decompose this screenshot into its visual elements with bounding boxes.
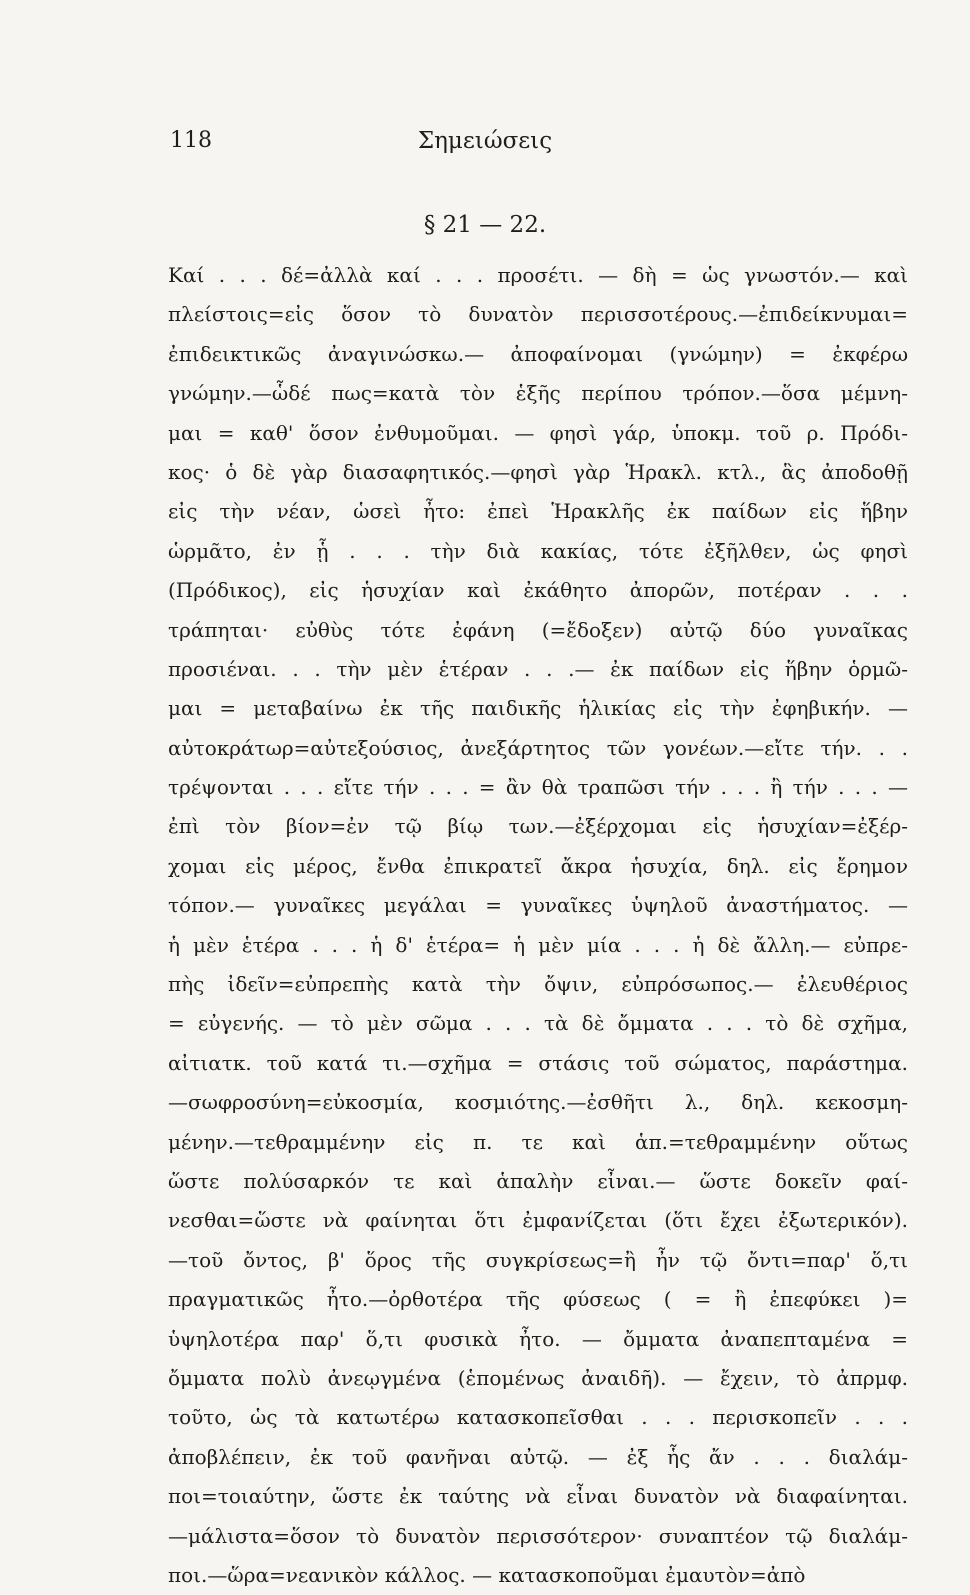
text-line: ἡ μὲν ἑτέρα . . . ἡ δ' ἑτέρα= ἡ μὲν μία . . . ἡ δὲ ἄλλη.— εὐπρε- <box>168 932 908 957</box>
text-line: = εὐγενής. — τὸ μὲν σῶμα . . . τὰ δὲ ὄμματα . . . τὸ δὲ σχῆμα, <box>168 1011 908 1036</box>
text-line: —μάλιστα=ὅσον τὸ δυνατὸν περισσότερον· συναπτέον τῷ διαλάμ- <box>168 1523 908 1548</box>
text-line: προσιέναι. . . τὴν μὲν ἑτέραν . . .— ἐκ παίδων εἰς ἥβην ὁρμῶ- <box>168 656 908 681</box>
section-heading: § 21 — 22. <box>423 212 547 238</box>
text-line: μένην.—τεθραμμένην εἰς π. τε καὶ ἁπ.=τεθραμμένην οὕτως <box>168 1129 908 1154</box>
text-line: τοῦτο, ὡς τὰ κατωτέρω κατασκοπεῖσθαι . . . περισκοπεῖν . . . <box>168 1405 908 1430</box>
text-line: αὐτοκράτωρ=αὐτεξούσιος, ἀνεξάρτητος τῶν γονέων.—εἴτε τήν. . . <box>168 735 908 760</box>
text-line: ποι=τοιαύτην, ὥστε ἐκ ταύτης νὰ εἶναι δυνατὸν νὰ διαφαίνηται. <box>168 1484 908 1509</box>
text-line: γνώμην.—ὧδέ πως=κατὰ τὸν ἑξῆς περίπου τρόπον.—ὅσα μέμνη- <box>168 381 908 406</box>
text-line: ὑψηλοτέρα παρ' ὅ,τι φυσικὰ ἦτο. — ὄμματα ἀναπεπταμένα = <box>168 1326 908 1351</box>
text-line: μαι = καθ' ὅσον ἐνθυμοῦμαι. — φησὶ γάρ, ὑποκμ. τοῦ ρ. Πρόδι- <box>168 420 908 445</box>
text-line: Καί . . . δέ=ἀλλὰ καί . . . προσέτι. — δὴ = ὡς γνωστόν.— καὶ <box>168 263 908 287</box>
text-line: αἰτιατκ. τοῦ κατά τι.—σχῆμα = στάσις τοῦ σώματος, παράστημα. <box>168 1050 908 1075</box>
text-line: εἰς τὴν νέαν, ὡσεὶ ἦτο: ἐπεὶ Ἡρακλῆς ἐκ παίδων εἰς ἥβην <box>168 499 908 524</box>
text-line: ὥστε πολύσαρκόν τε καὶ ἁπαλὴν εἶναι.— ὥστε δοκεῖν φαί- <box>168 1168 908 1193</box>
text-line: πὴς ἰδεῖν=εὐπρεπὴς κατὰ τὴν ὄψιν, εὐπρόσωπος.— ἐλευθέριος <box>168 972 908 997</box>
notes-body <box>168 256 908 1595</box>
text-line: ἀποβλέπειν, ἐκ τοῦ φανῆναι αὐτῷ. — ἐξ ἧς ἄν . . . διαλάμ- <box>168 1444 908 1469</box>
text-line: —τοῦ ὄντος, β' ὅρος τῆς συγκρίσεως=ἢ ἦν τῷ ὄντι=παρ' ὅ,τι <box>168 1247 908 1272</box>
page-number: 118 <box>170 128 212 153</box>
text-line: χομαι εἰς μέρος, ἔνθα ἐπικρατεῖ ἄκρα ἡσυχία, δηλ. εἰς ἔρημον <box>168 853 908 878</box>
text-line: —σωφροσύνη=εὐκοσμία, κοσμιότης.—ἐσθῆτι λ., δηλ. κεκοσμη- <box>168 1090 908 1115</box>
text-line: πραγματικῶς ἦτο.—ὀρθοτέρα τῆς φύσεως ( = ἢ ἐπεφύκει )= <box>168 1287 908 1312</box>
text-line: τράπηται· εὐθὺς τότε ἐφάνη (=ἔδοξεν) αὐτῷ δύο γυναῖκας <box>168 617 908 642</box>
text-line: ὡρμᾶτο, ἐν ᾗ . . . τὴν διὰ κακίας, τότε ἐξῆλθεν, ὡς φησὶ <box>168 538 908 563</box>
text-line: τρέψονται . . . εἴτε τήν . . . = ἂν θὰ τραπῶσι τήν . . . ἢ τήν . . . — <box>168 775 908 800</box>
text-line: ὄμματα πολὺ ἀνεῳγμένα (ἑπομένως ἀναιδῆ). — ἔχειν, τὸ ἀπρμφ. <box>168 1365 908 1390</box>
running-title: Σημειώσεις <box>417 128 553 154</box>
text-line: ἐπιδεικτικῶς ἀναγινώσκω.— ἀποφαίνομαι (γνώμην) = ἐκφέρω <box>168 341 908 366</box>
text-line: τόπον.— γυναῖκες μεγάλαι = γυναῖκες ὑψηλοῦ ἀναστήματος. — <box>168 893 908 918</box>
text-line: νεσθαι=ὥστε νὰ φαίνηται ὅτι ἐμφανίζεται (ὅτι ἔχει ἐξωτερικόν). <box>168 1208 908 1233</box>
text-line: ἐπὶ τὸν βίον=ἐν τῷ βίῳ των.—ἐξέρχομαι εἰς ἡσυχίαν=ἐξέρ- <box>168 814 908 839</box>
text-line: πλείστοις=εἰς ὅσον τὸ δυνατὸν περισσοτέρους.—ἐπιδείκνυμαι= <box>168 302 908 327</box>
text-line: (Πρόδικος), εἰς ἡσυχίαν καὶ ἐκάθητο ἀπορῶν, ποτέραν . . . <box>168 578 908 603</box>
text-line: μαι = μεταβαίνω ἐκ τῆς παιδικῆς ἡλικίας εἰς τὴν ἐφηβικήν. — <box>168 696 908 721</box>
text-line: κος· ὁ δὲ γὰρ διασαφητικός.—φησὶ γὰρ Ἡρακλ. κτλ., ἃς ἀποδοθῇ <box>168 459 908 484</box>
text-line: ποι.—ὥρα=νεανικὸν κάλλος. — κατασκοποῦμαι ἐμαυτὸν=ἀπὸ <box>168 1562 806 1587</box>
